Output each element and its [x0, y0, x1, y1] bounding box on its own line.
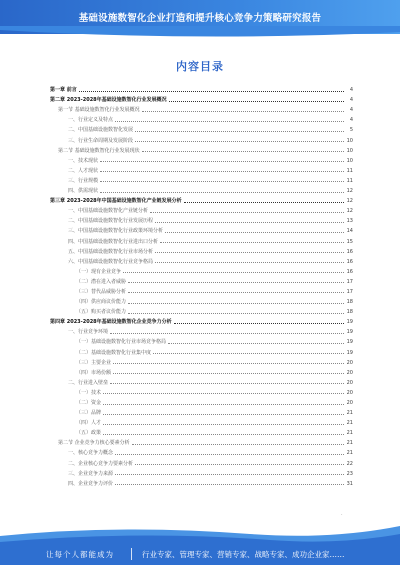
toc-leader-dots: [103, 414, 344, 415]
toc-entry-page: 17: [346, 288, 353, 295]
toc-entry[interactable]: [50, 366, 353, 376]
toc-entry-page: 12: [346, 208, 353, 215]
toc-leader-dots: [150, 212, 344, 213]
toc-entry-text: 第二节 基础设施数智化行业发展现状: [58, 147, 140, 154]
toc-entry[interactable]: [50, 356, 353, 366]
toc-entry-page: 10: [346, 157, 353, 164]
toc-entry[interactable]: [50, 325, 353, 335]
toc-entry-page: 21: [346, 440, 353, 447]
toc-entry[interactable]: [50, 174, 353, 184]
toc-leader-dots: [103, 434, 344, 435]
toc-leader-dots: [153, 353, 344, 354]
toc-entry[interactable]: [50, 144, 353, 154]
toc-entry-text: 第四章 2023-2028年基础设施数智化企业竞争力分析: [50, 319, 172, 326]
toc-entry-page: 11: [346, 167, 353, 174]
toc-entry-page: 19: [346, 339, 353, 346]
toc-entry-page: 12: [346, 188, 353, 195]
toc-entry-text: 四、供需现状: [68, 188, 99, 195]
toc-entry[interactable]: [50, 477, 353, 487]
toc-entry-page: 21: [346, 420, 353, 427]
toc-entry-page: 10: [346, 147, 353, 154]
toc-entry[interactable]: [50, 376, 353, 386]
toc-entry-page: 11: [346, 177, 353, 184]
toc-entry-text: （二）基础设施数智化行业集中度: [76, 349, 152, 356]
toc-entry-page: 16: [346, 258, 353, 265]
toc-entry-text: （三）替代品威胁分析: [76, 288, 127, 295]
toc-leader-dots: [115, 121, 344, 122]
toc-entry-page: 16: [346, 248, 353, 255]
toc-entry-page: 17: [346, 278, 353, 285]
toc-entry-page: 4: [349, 117, 353, 124]
toc-entry[interactable]: [50, 315, 353, 325]
toc-entry[interactable]: [50, 83, 353, 93]
toc-entry-text: 第一节 基础设施数智化行业发展概况: [58, 107, 140, 114]
toc-entry-text: 一、行业定义及特点: [68, 117, 114, 124]
toc-leader-dots: [155, 252, 344, 253]
toc-entry[interactable]: [50, 467, 353, 477]
toc-entry[interactable]: [50, 275, 353, 285]
toc-leader-dots: [128, 303, 344, 304]
toc-entry-text: 一、技术现状: [68, 157, 99, 164]
toc-entry-text: 第二章 2023-2028年基础设施数智化行业发展概况: [50, 97, 167, 104]
toc-entry-page: 10: [346, 137, 353, 144]
toc-entry-page: 19: [346, 329, 353, 336]
toc-entry-text: （五）购买者议价能力: [76, 309, 127, 316]
toc-leader-dots: [184, 202, 344, 203]
toc-entry-page: 4: [349, 97, 353, 104]
toc-leader-dots: [103, 393, 344, 394]
toc-leader-dots: [142, 111, 344, 112]
toc-entry[interactable]: [50, 103, 353, 113]
toc-entry-text: 四、企业竞争力评价: [68, 480, 114, 487]
table-of-contents: [50, 83, 353, 487]
toc-entry[interactable]: [50, 426, 353, 436]
toc-leader-dots: [115, 474, 344, 475]
toc-leader-dots: [128, 313, 344, 314]
page-footer: [0, 518, 400, 565]
toc-leader-dots: [79, 91, 344, 92]
toc-entry[interactable]: [50, 265, 353, 275]
toc-entry-text: （一）现有企业竞争: [76, 268, 122, 275]
toc-entry[interactable]: [50, 224, 353, 234]
toc-entry[interactable]: [50, 335, 353, 345]
toc-leader-dots: [100, 181, 344, 182]
toc-entry-text: 第二节 企业竞争力核心要素分析: [58, 440, 130, 447]
footer-slogan-right: 行业专家、管理专家、营销专家、战略专家、成功企业家……: [142, 550, 345, 559]
toc-entry-text: （三）主要企业: [76, 359, 112, 366]
toc-entry-text: （一）基础设施数智化行业市场竞争格局: [76, 339, 167, 346]
toc-leader-dots: [115, 484, 344, 485]
toc-entry[interactable]: [50, 416, 353, 426]
toc-entry[interactable]: [50, 154, 353, 164]
toc-entry-text: （四）市场份额: [76, 369, 112, 376]
toc-entry-text: 第三章 2023-2028年中国基础设施数智化产业链发展分析: [50, 198, 182, 205]
toc-entry-text: 五、中国基础设施数智化行业市场分析: [68, 248, 154, 255]
toc-entry[interactable]: [50, 456, 353, 466]
toc-entry-text: 三、行业规模: [68, 177, 99, 184]
toc-entry-page: 20: [346, 389, 353, 396]
toc-leader-dots: [155, 262, 344, 263]
toc-entry-page: 14: [346, 228, 353, 235]
toc-entry-page: 13: [346, 218, 353, 225]
toc-leader-dots: [135, 464, 344, 465]
toc-entry-page: 20: [346, 400, 353, 406]
toc-entry-page: 23: [346, 470, 353, 477]
toc-entry-text: 三、中国基础设施数智化行业政策环境分析: [68, 228, 164, 235]
toc-entry-page: 18: [346, 309, 353, 316]
toc-entry-text: 三、行业生命周期及发展阶段: [68, 137, 134, 144]
toc-title: 内容目录: [176, 60, 224, 73]
toc-leader-dots: [103, 424, 344, 425]
toc-leader-dots: [169, 101, 344, 102]
toc-entry[interactable]: [50, 214, 353, 224]
toc-entry-text: 六、中国基础设施数智化行业竞争格局: [68, 258, 154, 265]
toc-entry[interactable]: [50, 194, 353, 204]
footer-slogan-left: 让每个人都能成为: [46, 550, 114, 559]
toc-leader-dots: [128, 292, 344, 293]
toc-entry[interactable]: [50, 133, 353, 143]
toc-entry[interactable]: [50, 184, 353, 194]
toc-entry-page: 22: [346, 460, 353, 467]
toc-entry-page: 31: [346, 480, 353, 487]
toc-entry-page: 19: [346, 319, 353, 326]
toc-entry[interactable]: [50, 396, 353, 406]
toc-entry-page: 21: [346, 450, 353, 457]
toc-leader-dots: [155, 222, 344, 223]
toc-entry[interactable]: [50, 295, 353, 305]
toc-entry-text: （四）人才: [76, 420, 102, 427]
toc-leader-dots: [110, 383, 344, 384]
toc-entry[interactable]: [50, 204, 353, 214]
toc-entry-page: 4: [349, 87, 353, 94]
toc-entry[interactable]: [50, 113, 353, 123]
toc-leader-dots: [100, 192, 344, 193]
toc-entry[interactable]: [50, 386, 353, 396]
toc-entry-text: （五）政策: [76, 430, 102, 437]
toc-entry[interactable]: [50, 436, 353, 446]
toc-leader-dots: [135, 141, 344, 142]
header-title: 基础设施数智化企业打造和提升核心竞争力策略研究报告: [78, 13, 322, 24]
toc-entry-text: （二）潜在进入者威胁: [76, 278, 127, 285]
toc-leader-dots: [128, 282, 344, 283]
toc-entry-page: 20: [346, 359, 353, 366]
toc-leader-dots: [174, 323, 344, 324]
toc-leader-dots: [165, 232, 344, 233]
toc-entry-text: （二）资金: [76, 400, 102, 406]
toc-leader-dots: [160, 242, 344, 243]
toc-leader-dots: [113, 373, 344, 374]
toc-entry-text: （三）品牌: [76, 410, 102, 417]
toc-leader-dots: [103, 404, 344, 405]
toc-entry-text: 一、行业竞争环境: [68, 329, 109, 336]
toc-entry-text: 四、中国基础设施数智化行业进出口分析: [68, 238, 159, 245]
toc-entry[interactable]: [50, 255, 353, 265]
toc-entry-text: 二、企业核心竞争力要素分析: [68, 460, 134, 467]
toc-leader-dots: [142, 151, 344, 152]
toc-entry[interactable]: [50, 305, 353, 315]
toc-entry[interactable]: [50, 345, 353, 355]
toc-leader-dots: [168, 343, 344, 344]
header-wave-decoration: [0, 26, 400, 40]
toc-leader-dots: [100, 171, 344, 172]
toc-entry[interactable]: [50, 123, 353, 133]
toc-entry-text: （一）技术: [76, 389, 102, 396]
toc-entry-text: 一、中国基础设施数智化产业链分析: [68, 208, 149, 215]
toc-entry-page: 20: [346, 379, 353, 386]
toc-entry[interactable]: [50, 285, 353, 295]
toc-entry[interactable]: [50, 245, 353, 255]
toc-entry-text: 二、中国基础设施数智化发展: [68, 127, 134, 134]
toc-entry-page: 19: [346, 349, 353, 356]
toc-entry[interactable]: [50, 164, 353, 174]
toc-entry-page: 20: [346, 369, 353, 376]
toc-entry-page: 16: [346, 268, 353, 275]
toc-entry-text: 三、企业竞争力来源: [68, 470, 114, 477]
toc-leader-dots: [123, 272, 344, 273]
toc-leader-dots: [115, 454, 344, 455]
toc-entry-page: 21: [346, 410, 353, 417]
toc-entry-page: 4: [349, 107, 353, 114]
toc-entry-page: 12: [346, 198, 353, 205]
toc-entry-text: 一、核心竞争力概念: [68, 450, 114, 457]
toc-entry-page: 21: [346, 430, 353, 437]
toc-entry[interactable]: [50, 406, 353, 416]
toc-entry[interactable]: [50, 446, 353, 456]
toc-leader-dots: [113, 363, 344, 364]
toc-leader-dots: [135, 131, 344, 132]
toc-leader-dots: [100, 161, 344, 162]
toc-entry[interactable]: [50, 93, 353, 103]
page-marker: ·: [341, 512, 343, 518]
toc-entry-page: 15: [346, 238, 353, 245]
toc-entry-text: 二、行业进入壁垒: [68, 379, 109, 386]
toc-entry-text: 二、中国基础设施数智化行业发展历程: [68, 218, 154, 225]
toc-leader-dots: [110, 333, 344, 334]
toc-entry[interactable]: [50, 234, 353, 244]
toc-entry-page: 5: [349, 127, 353, 134]
toc-entry-page: 18: [346, 299, 353, 306]
toc-entry-text: 二、人才现状: [68, 167, 99, 174]
toc-leader-dots: [132, 444, 344, 445]
toc-entry-text: （四）供应商议价能力: [76, 299, 127, 306]
toc-entry-text: 第一章 前言: [50, 87, 77, 94]
footer-separator: [131, 548, 132, 560]
